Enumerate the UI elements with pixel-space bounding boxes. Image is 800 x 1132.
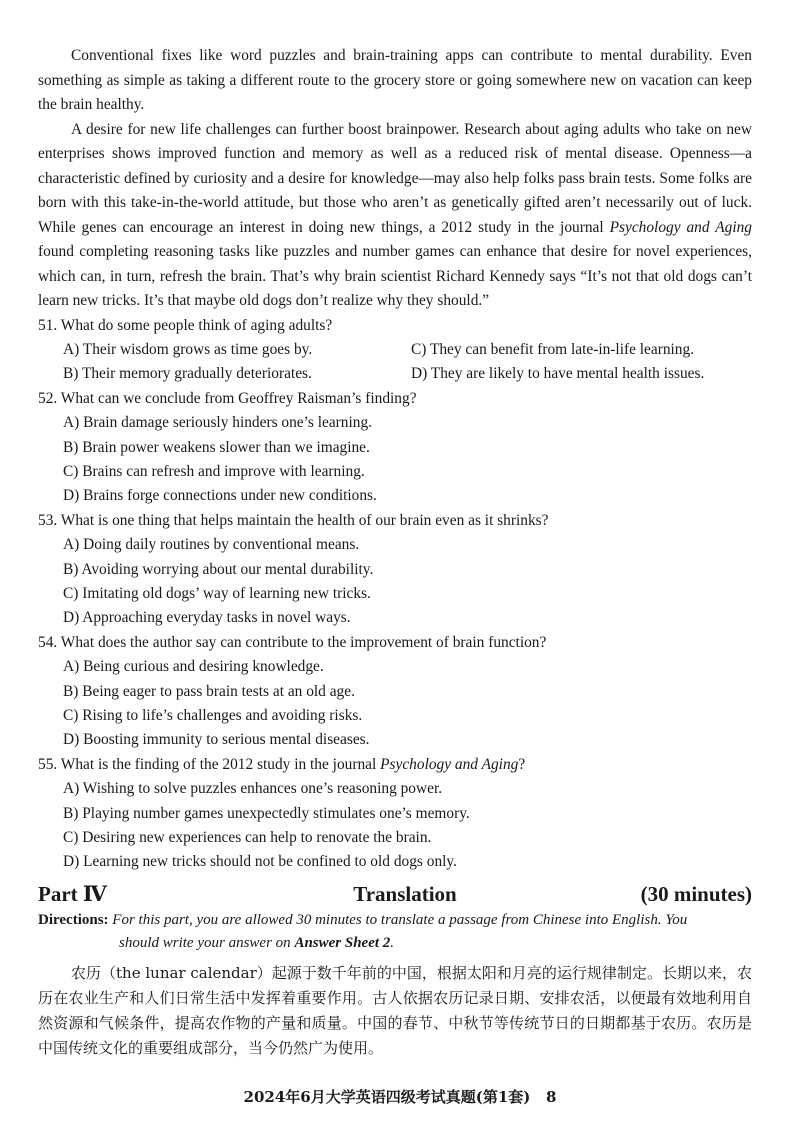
paragraph-2-part-2: found completing reasoning tasks like puzzles and number games can enhance that desire for novel experiences, which can, in turn, refresh the brain. That’s why brain scientist Richard Kennedy says “It’s not that old dogs can’t learn new tricks. It’s that maybe old dogs don’t realize why they should.” <box>38 243 752 309</box>
paragraph-2-part-1: A desire for new life challenges can further boost brainpower. Research about aging adults who take on new enterprises shows improved function and memory as well as a reduced risk of mental disease. Openness—a characteristic defined by curiosity and a desire for knowledge—may also help folks pass brain tests. Some folks are born with this take-in-the-world attitude, but those who aren’t as genetically gifted aren’t necessarily out of luck. While genes can encourage an interest in doing new things, a 2012 study in the journal <box>38 120 752 236</box>
option-53-a[interactable]: A) Doing daily routines by conventional means. <box>63 536 360 554</box>
option-51-d[interactable]: D) They are likely to have mental health issues. <box>411 365 705 383</box>
part-time: (30 minutes) <box>640 881 752 906</box>
journal-title: Psychology and Aging <box>609 218 752 236</box>
option-51-a[interactable]: A) Their wisdom grows as time goes by. <box>63 340 313 358</box>
question-55-stem <box>38 753 752 777</box>
option-52-c[interactable]: C) Brains can refresh and improve with learning. <box>63 462 365 480</box>
exam-page <box>38 44 752 1061</box>
part-heading <box>38 879 752 909</box>
page-footer: 2024年6月大学英语四级考试真题(第1套) 8 <box>243 1088 557 1106</box>
option-54-b[interactable]: B) Being eager to pass brain tests at an old age. <box>63 682 355 700</box>
option-53-d[interactable]: D) Approaching everyday tasks in novel ways. <box>63 609 351 627</box>
option-54-d[interactable]: D) Boosting immunity to serious mental diseases. <box>63 731 370 749</box>
option-52-a[interactable]: A) Brain damage seriously hinders one’s learning. <box>63 414 373 432</box>
directions-label: Directions: <box>38 911 109 928</box>
option-52-d[interactable]: D) Brains forge connections under new conditions. <box>63 487 377 505</box>
directions-line-1 <box>38 909 752 932</box>
option-55-d[interactable]: D) Learning new tricks should not be confined to old dogs only. <box>63 853 457 871</box>
question-51-options-row-2 <box>63 362 752 386</box>
question-54 <box>38 631 752 753</box>
question-54-stem: 54. What does the author say can contribute to the improvement of brain function? <box>38 633 547 651</box>
option-51-c[interactable]: C) They can benefit from late-in-life learning. <box>411 340 695 358</box>
part-number: Part Ⅳ <box>38 881 107 906</box>
directions-text-2: should write your answer on <box>119 934 295 951</box>
answer-sheet-label: Answer Sheet 2 <box>294 934 391 951</box>
directions-text-3: . <box>390 934 395 951</box>
option-53-c[interactable]: C) Imitating old dogs’ way of learning new tricks. <box>63 584 371 602</box>
chinese-passage: 农历（the lunar calendar）起源于数千年前的中国，根据太阳和月亮的运行规律制定。长期以来，农历在农业生产和人们日常生活中发挥着重要作用。古人依据农历记录日期、安排农活，以便最有效地利用自然资源和气候条件，提高农作物的产量和质量。中国的春节、中秋节等传统节日的日期都基于农历。农历是中国传统文化的重要组成部分，当今仍然广为使用。 <box>38 963 752 1057</box>
question-55-stem-post: ? <box>518 755 526 773</box>
question-53-stem: 53. What is one thing that helps maintain the health of our brain even as it shrinks? <box>38 511 549 529</box>
part-title: Translation <box>353 881 457 906</box>
question-51-options-row-1 <box>63 338 752 362</box>
option-55-a[interactable]: A) Wishing to solve puzzles enhances one’s reasoning power. <box>63 780 443 798</box>
option-55-c[interactable]: C) Desiring new experiences can help to renovate the brain. <box>63 829 432 847</box>
option-55-b[interactable]: B) Playing number games unexpectedly stimulates one’s memory. <box>63 804 470 822</box>
question-55-stem-pre: 55. What is the finding of the 2012 study in the journal <box>38 755 381 773</box>
option-54-a[interactable]: A) Being curious and desiring knowledge. <box>63 658 324 676</box>
question-55-journal: Psychology and Aging <box>380 755 519 773</box>
directions <box>38 909 752 955</box>
option-54-c[interactable]: C) Rising to life’s challenges and avoiding risks. <box>63 707 363 724</box>
question-51 <box>38 314 752 387</box>
option-52-b[interactable]: B) Brain power weakens slower than we imagine. <box>63 438 370 456</box>
question-53 <box>38 509 752 631</box>
question-52-stem: 52. What can we conclude from Geoffrey Raisman’s finding? <box>38 389 417 407</box>
option-53-b[interactable]: B) Avoiding worrying about our mental durability. <box>63 560 374 578</box>
question-55 <box>38 753 752 875</box>
passage-paragraph-1: Conventional fixes like word puzzles and brain-training apps can contribute to mental durability. Even something as simple as taking a different route to the grocery store or going somewhere new on vacation can keep the brain healthy. <box>38 47 752 113</box>
option-51-b[interactable]: B) Their memory gradually deteriorates. <box>63 365 312 383</box>
directions-line-2 <box>38 932 752 955</box>
question-51-stem: 51. What do some people think of aging adults? <box>38 316 333 334</box>
question-52 <box>38 387 752 509</box>
passage-paragraph-2 <box>38 118 752 314</box>
directions-text-1: For this part, you are allowed 30 minutes to translate a passage from Chinese into English. You <box>108 911 688 928</box>
